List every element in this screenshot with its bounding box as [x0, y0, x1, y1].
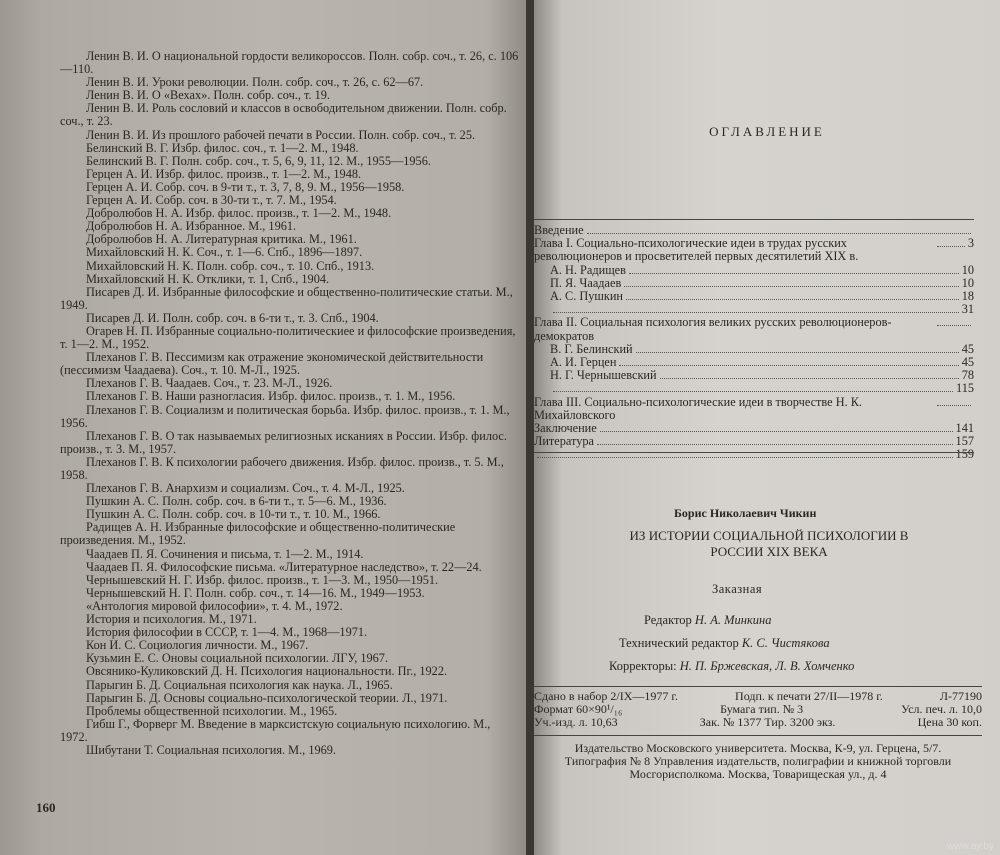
- imprint-bottom-rule: [534, 735, 982, 736]
- toc-entry-title: Глава I. Социально-психологические идеи в трудах русских революционеров и просветителей первых десятилетий XIX в.: [534, 236, 859, 264]
- toc-entry-title: А. С. Пушкин: [550, 289, 624, 304]
- toc-entry: [534, 290, 974, 303]
- bibliography-entry: Ленин В. И. О «Вехах». Полн. собр. соч., т. 19.: [86, 88, 330, 103]
- toc-entry-title: Введение: [534, 223, 584, 237]
- bibliography-entry: Герцен А. И. Собр. соч. в 9-ти т., т. 3, 7, 8, 9. М., 1956—1958.: [86, 179, 405, 194]
- toc-entry-page: 141: [955, 421, 974, 436]
- toc-entry: [534, 435, 974, 448]
- toc-leader-dots: [626, 299, 959, 300]
- page-number: 160: [36, 800, 56, 815]
- toc-entry: [534, 369, 974, 382]
- bibliography-entry: Плеханов Г. В. Социализм и политическая борьба. Избр. филос. произв., т. 1. М., 1956.: [60, 402, 510, 430]
- toc-entry-title: В. Г. Белинский: [550, 341, 633, 356]
- imprint-block: [534, 690, 982, 729]
- bibliography-entry: Огарев Н. П. Избранные социально-политическиее и философские произведения, т. 1—2. М., 1952.: [60, 323, 516, 352]
- proofreaders-credit: Корректоры: Н. П. Бржевская, Л. В. Хомченко: [609, 659, 855, 673]
- bibliography-entry: Герцен А. И. Избр. филос. произв., т. 1—2. М., 1948.: [86, 166, 362, 181]
- bibliography-entry: Пушкин А. С. Полн. собр. соч. в 10-ти т., т. 10. М., 1966.: [86, 507, 381, 522]
- imprint-cell: Формат 60×90¹/₁₆: [534, 702, 623, 716]
- publisher-line: Типография № 8 Управления издательств, полиграфии и книжной торговли: [564, 754, 952, 768]
- bibliography-entry: Михайловский Н. К. Соч., т. 1—6. Спб., 1896—1897.: [86, 245, 363, 260]
- toc-entry: [534, 422, 974, 435]
- imprint-cell: Бумага тип. № 3: [720, 702, 804, 716]
- bibliography-entry: Писарев Д. И. Полн. собр. соч. в 6-ти т., т. 3. Спб., 1904.: [86, 310, 379, 325]
- toc-leader-dots: [937, 325, 971, 326]
- toc-leader-dots: [937, 405, 971, 406]
- toc-leader-dots: [553, 312, 959, 313]
- toc-top-rule: [534, 219, 974, 220]
- toc-entry-title: Литература: [534, 434, 595, 449]
- bibliography-entry: Ленин В. И. Роль сословий и классов в освободительном движении. Полн. собр. соч., т. 23.: [60, 101, 507, 129]
- bibliography-entry: Белинский В. Г. Избр. филос. соч., т. 1—2. М., 1948.: [86, 140, 359, 155]
- toc-entry-page: 45: [961, 341, 974, 356]
- toc-entry-page: 115: [956, 381, 974, 396]
- toc-leader-dots: [624, 286, 958, 287]
- bibliography-entry: Парыгин Б. Д. Основы социально-психологической теории. Л., 1971.: [86, 690, 448, 705]
- toc-entry-page: 45: [961, 355, 974, 370]
- imprint-cell: Зак. № 1377 Тир. 3200 экз.: [699, 715, 836, 729]
- bibliography-entry: Овсянико-Куликовский Д. Н. Психология национальности. Пг., 1922.: [86, 664, 448, 679]
- toc-entry: [534, 237, 974, 263]
- toc-entry-title: Глава II. Социальная психология великих русских революционеров-демократов: [534, 315, 892, 343]
- toc-entry: [534, 382, 974, 395]
- bibliography-entry: Парыгин Б. Д. Социальная психология как наука. Л., 1965.: [86, 677, 393, 692]
- bibliography-entry: История и психология. М., 1971.: [86, 612, 257, 627]
- bibliography-entry: Ленин В. И. О национальной гордости великороссов. Полн. собр. соч., т. 26, с. 106—110.: [60, 49, 519, 77]
- toc-entry-page: 10: [961, 275, 974, 290]
- right-page: [534, 0, 1000, 855]
- toc-leader-dots: [597, 444, 953, 445]
- bibliography-entry: История философии в СССР, т. 1—4. М., 1968—1971.: [86, 625, 368, 640]
- toc-entry: [534, 396, 974, 422]
- watermark: www.ay.by: [946, 841, 994, 852]
- order-label: Заказная: [712, 582, 763, 596]
- bibliography-entry: Плеханов Г. В. Наши разногласия. Избр. филос. произв., т. 1. М., 1956.: [86, 389, 456, 404]
- bibliography-entry: Плеханов Г. В. О так называемых религиозных исканиях в России. Избр. филос. произв., т. 3. М., 1957.: [60, 428, 507, 456]
- bibliography-entry: Пушкин А. С. Полн. собр. соч. в 6-ти т., т. 5—6. М., 1936.: [86, 494, 387, 509]
- bibliography-entry: Михайловский Н. К. Отклики, т. 1, Спб., 1904.: [86, 271, 330, 286]
- toc-leader-dots: [600, 431, 953, 432]
- bibliography-entry: Ленин В. И. Из прошлого рабочей печати в России. Полн. собр. соч., т. 25.: [86, 127, 476, 142]
- bibliography-entry: Герцен А. И. Собр. соч. в 30-ти т., т. 7. М., 1954.: [86, 193, 337, 208]
- imprint-cell: Сдано в набор 2/IX—1977 г.: [534, 689, 678, 703]
- toc-entry-page: 157: [955, 434, 974, 449]
- bibliography-entry: Проблемы общественной психологии. М., 1965.: [86, 703, 338, 718]
- bibliography-entry: Добролюбов Н. А. Избр. филос. произв., т. 1—2. М., 1948.: [86, 206, 392, 221]
- publisher-line: Мосгорисполкома. Москва, Товарищеская ул., д. 4: [629, 767, 887, 781]
- toc-entry-title: Заключение: [534, 421, 597, 436]
- bibliography-entry: Плеханов Г. В. Пессимизм как отражение экономической действительности (пессимизм Чаадаева). Соч., т. 10. М-Л., 1925.: [60, 350, 484, 378]
- bibliography-entry: Писарев Д. И. Избранные философские и общественно-политические статьи. М., 1949.: [60, 284, 513, 312]
- toc-entry-page: 10: [961, 262, 974, 277]
- bibliography-entry: Добролюбов Н. А. Избранное. М., 1961.: [86, 219, 297, 234]
- bibliography-list: [60, 50, 520, 757]
- bibliography-entry: Добролюбов Н. А. Литературная критика. М., 1961.: [86, 232, 357, 247]
- author-name: Борис Николаевич Чикин: [674, 506, 817, 520]
- toc-entry: [534, 264, 974, 277]
- toc-entry-page: 31: [961, 302, 974, 317]
- bibliography-entry: Белинский В. Г. Полн. собр. соч., т. 5, 6, 9, 11, 12. М., 1955—1956.: [86, 153, 431, 168]
- toc-entry-page: 78: [961, 368, 974, 383]
- toc-entry-title: П. Я. Чаадаев: [550, 275, 622, 290]
- imprint-row: [534, 716, 982, 729]
- bibliography-entry: Чернышевский Н. Г. Избр. филос. произв., т. 1—3. М., 1950—1951.: [86, 572, 439, 587]
- bibliography-entry: Шибутани Т. Социальная психология. М., 1969.: [86, 742, 336, 757]
- bibliography-entry: Плеханов Г. В. К психологии рабочего движения. Избр. филос. произв., т. 5. М., 1958.: [60, 454, 504, 482]
- bibliography-entry: Ленин В. И. Уроки революции. Полн. собр. соч., т. 26, с. 62—67.: [86, 75, 424, 90]
- editor-credit: Редактор Н. А. Минкина: [644, 613, 772, 627]
- toc-entry-title: А. И. Герцен: [550, 355, 617, 370]
- imprint-cell: Цена 30 коп.: [917, 715, 982, 729]
- toc-entry-page: 3: [967, 236, 974, 251]
- bibliography-entry: Радищев А. Н. Избранные философские и общественно-политические произведения. М., 1952.: [60, 520, 456, 548]
- bibliography-entry: Гибш Г., Форверг М. Введение в марксистскую социальную психологию. М., 1972.: [60, 716, 491, 744]
- imprint-cell: Усл. печ. л. 10,0: [901, 702, 982, 716]
- toc-leader-dots: [553, 391, 953, 392]
- toc-entry: [534, 448, 974, 461]
- tech-editor-credit: Технический редактор К. С. Чистякова: [619, 636, 830, 650]
- imprint-cell: Л-77190: [939, 689, 982, 703]
- toc-entry-title: Н. Г. Чернышевский: [550, 368, 657, 383]
- bibliography-entry: Плеханов Г. В. Чаадаев. Соч., т. 23. М-Л., 1926.: [86, 376, 333, 391]
- bibliography-entry: «Антология мировой философии», т. 4. М., 1972.: [86, 598, 343, 613]
- toc-leader-dots: [629, 273, 959, 274]
- bibliography-entry: Чернышевский Н. Г. Полн. собр. соч., т. 14—16. М., 1949—1953.: [86, 585, 425, 600]
- toc-leader-dots: [587, 233, 971, 234]
- toc-leader-dots: [537, 457, 953, 458]
- toc-bottom-rule: [534, 452, 974, 453]
- imprint-cell: Подп. к печати 27/II—1978 г.: [735, 689, 883, 703]
- imprint-top-rule: [534, 686, 982, 687]
- bibliography-entry: Плеханов Г. В. Анархизм и социализм. Соч., т. 4. М-Л., 1925.: [86, 481, 405, 496]
- bibliography-entry: Чаадаев П. Я. Философские письма. «Литературное наследство», т. 22—24.: [86, 559, 482, 574]
- book-title: ИЗ ИСТОРИИ СОЦИАЛЬНОЙ ПСИХОЛОГИИ В РОССИИ XIX ВЕКА: [629, 528, 909, 559]
- toc-entry-page: 18: [961, 289, 974, 304]
- bibliography-entry: Кузьмин Е. С. Оновы социальной психологии. ЛГУ, 1967.: [86, 651, 389, 666]
- toc-entry-page: 159: [955, 447, 974, 462]
- toc-entry-title: А. Н. Радищев: [550, 262, 626, 277]
- bibliography-entry: Михайловский Н. К. Полн. собр. соч., т. 10. Спб., 1913.: [86, 258, 375, 273]
- bibliography-entry: Кон И. С. Социология личности. М., 1967.: [86, 638, 309, 653]
- toc-entry-title: Глава III. Социально-психологические идеи в творчестве Н. К. Михайловского: [534, 394, 862, 422]
- toc-leader-dots: [937, 246, 965, 247]
- publisher-line: Издательство Московского университета. Москва, К-9, ул. Герцена, 5/7.: [574, 741, 942, 755]
- toc-leader-dots: [660, 378, 959, 379]
- imprint-cell: Уч.-изд. л. 10,63: [534, 715, 618, 729]
- table-of-contents: [534, 224, 974, 462]
- bibliography-entry: Чаадаев П. Я. Сочинения и письма, т. 1—2. М., 1914.: [86, 546, 364, 561]
- toc-entry: [534, 316, 974, 342]
- toc-leader-dots: [619, 365, 958, 366]
- publisher-block: [534, 742, 982, 781]
- toc-leader-dots: [636, 352, 959, 353]
- toc-heading: ОГЛАВЛЕНИЕ: [709, 124, 825, 139]
